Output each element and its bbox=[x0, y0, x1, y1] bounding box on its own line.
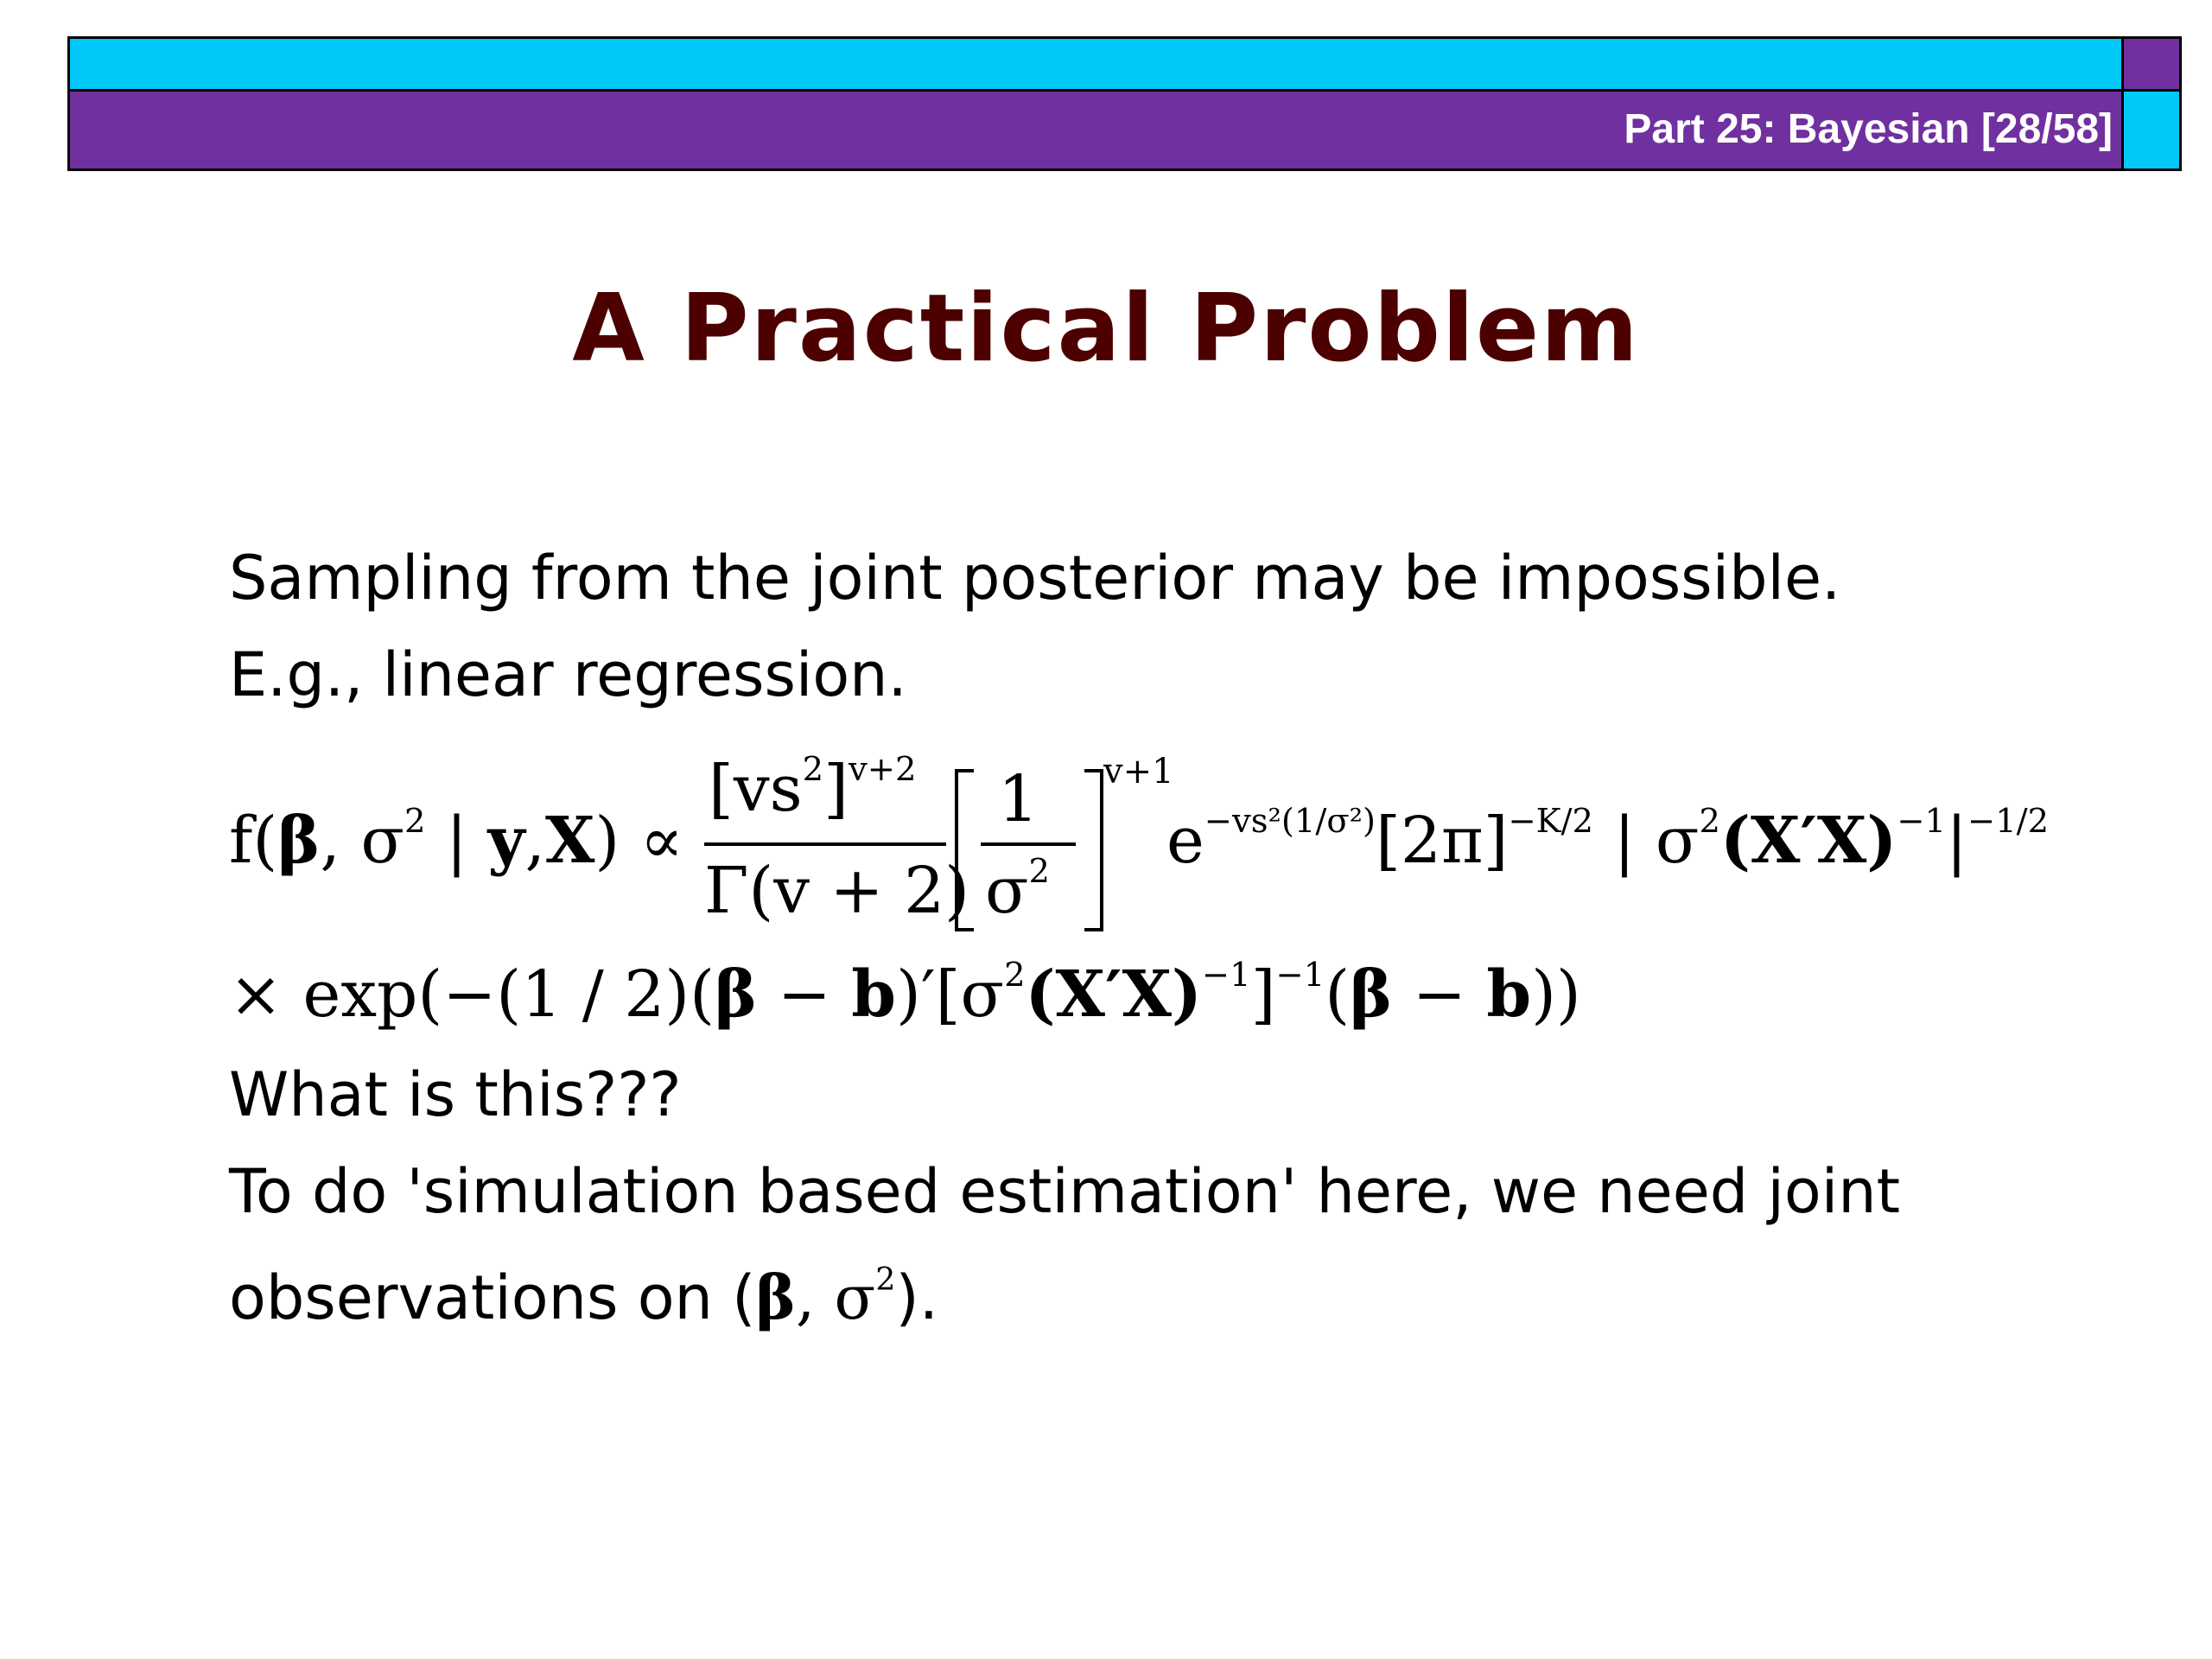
slide-title: A Practical Problem bbox=[572, 275, 1640, 383]
formula-rhs: $e^{-vs^2(1/\sigma^2)}[2\pi]^{-K/2}$ | $\sigma^2(X'X)^{-1}|^{-1/2}$ bbox=[1166, 802, 2050, 878]
body-line-4: What is this??? bbox=[229, 1059, 682, 1130]
posterior-formula bbox=[229, 752, 2199, 942]
fraction-line bbox=[704, 842, 946, 846]
inner-numerator: 1 bbox=[998, 762, 1039, 836]
inner-denominator: $\sigma^2$ bbox=[985, 852, 1050, 928]
formula-line-2: × $\exp(-(1 / 2)(\beta - b)'[\sigma^2(X'X)^{-1}]^{-1}(\beta - b))$ bbox=[229, 956, 1581, 1032]
body-line-5: To do 'simulation based estimation' here, we need joint bbox=[229, 1156, 1901, 1227]
left-bracket bbox=[955, 769, 974, 931]
body-line-2: E.g., linear regression. bbox=[229, 639, 907, 710]
body-line-1: Sampling from the joint posterior may be impossible. bbox=[229, 543, 1841, 613]
header-main-right-block bbox=[2121, 92, 2182, 171]
bracket-exponent: v+1 bbox=[1103, 752, 1174, 791]
fraction-denominator: Γ(v + 2) bbox=[704, 854, 970, 928]
right-bracket bbox=[1084, 769, 1103, 931]
inner-fraction-line bbox=[981, 842, 1076, 846]
header-top-bar bbox=[67, 36, 2124, 92]
header-label: Part 25: Bayesian [28/58] bbox=[1624, 106, 2113, 152]
header-top-right-block bbox=[2121, 36, 2182, 92]
fraction-numerator: $[vs^2]^{v+2}$ bbox=[709, 750, 917, 826]
formula-lhs: f(β, $\sigma^2$ | y,X) ∝ bbox=[229, 802, 683, 878]
body-line-6: observations on (β, $\sigma^2$). bbox=[229, 1261, 938, 1333]
